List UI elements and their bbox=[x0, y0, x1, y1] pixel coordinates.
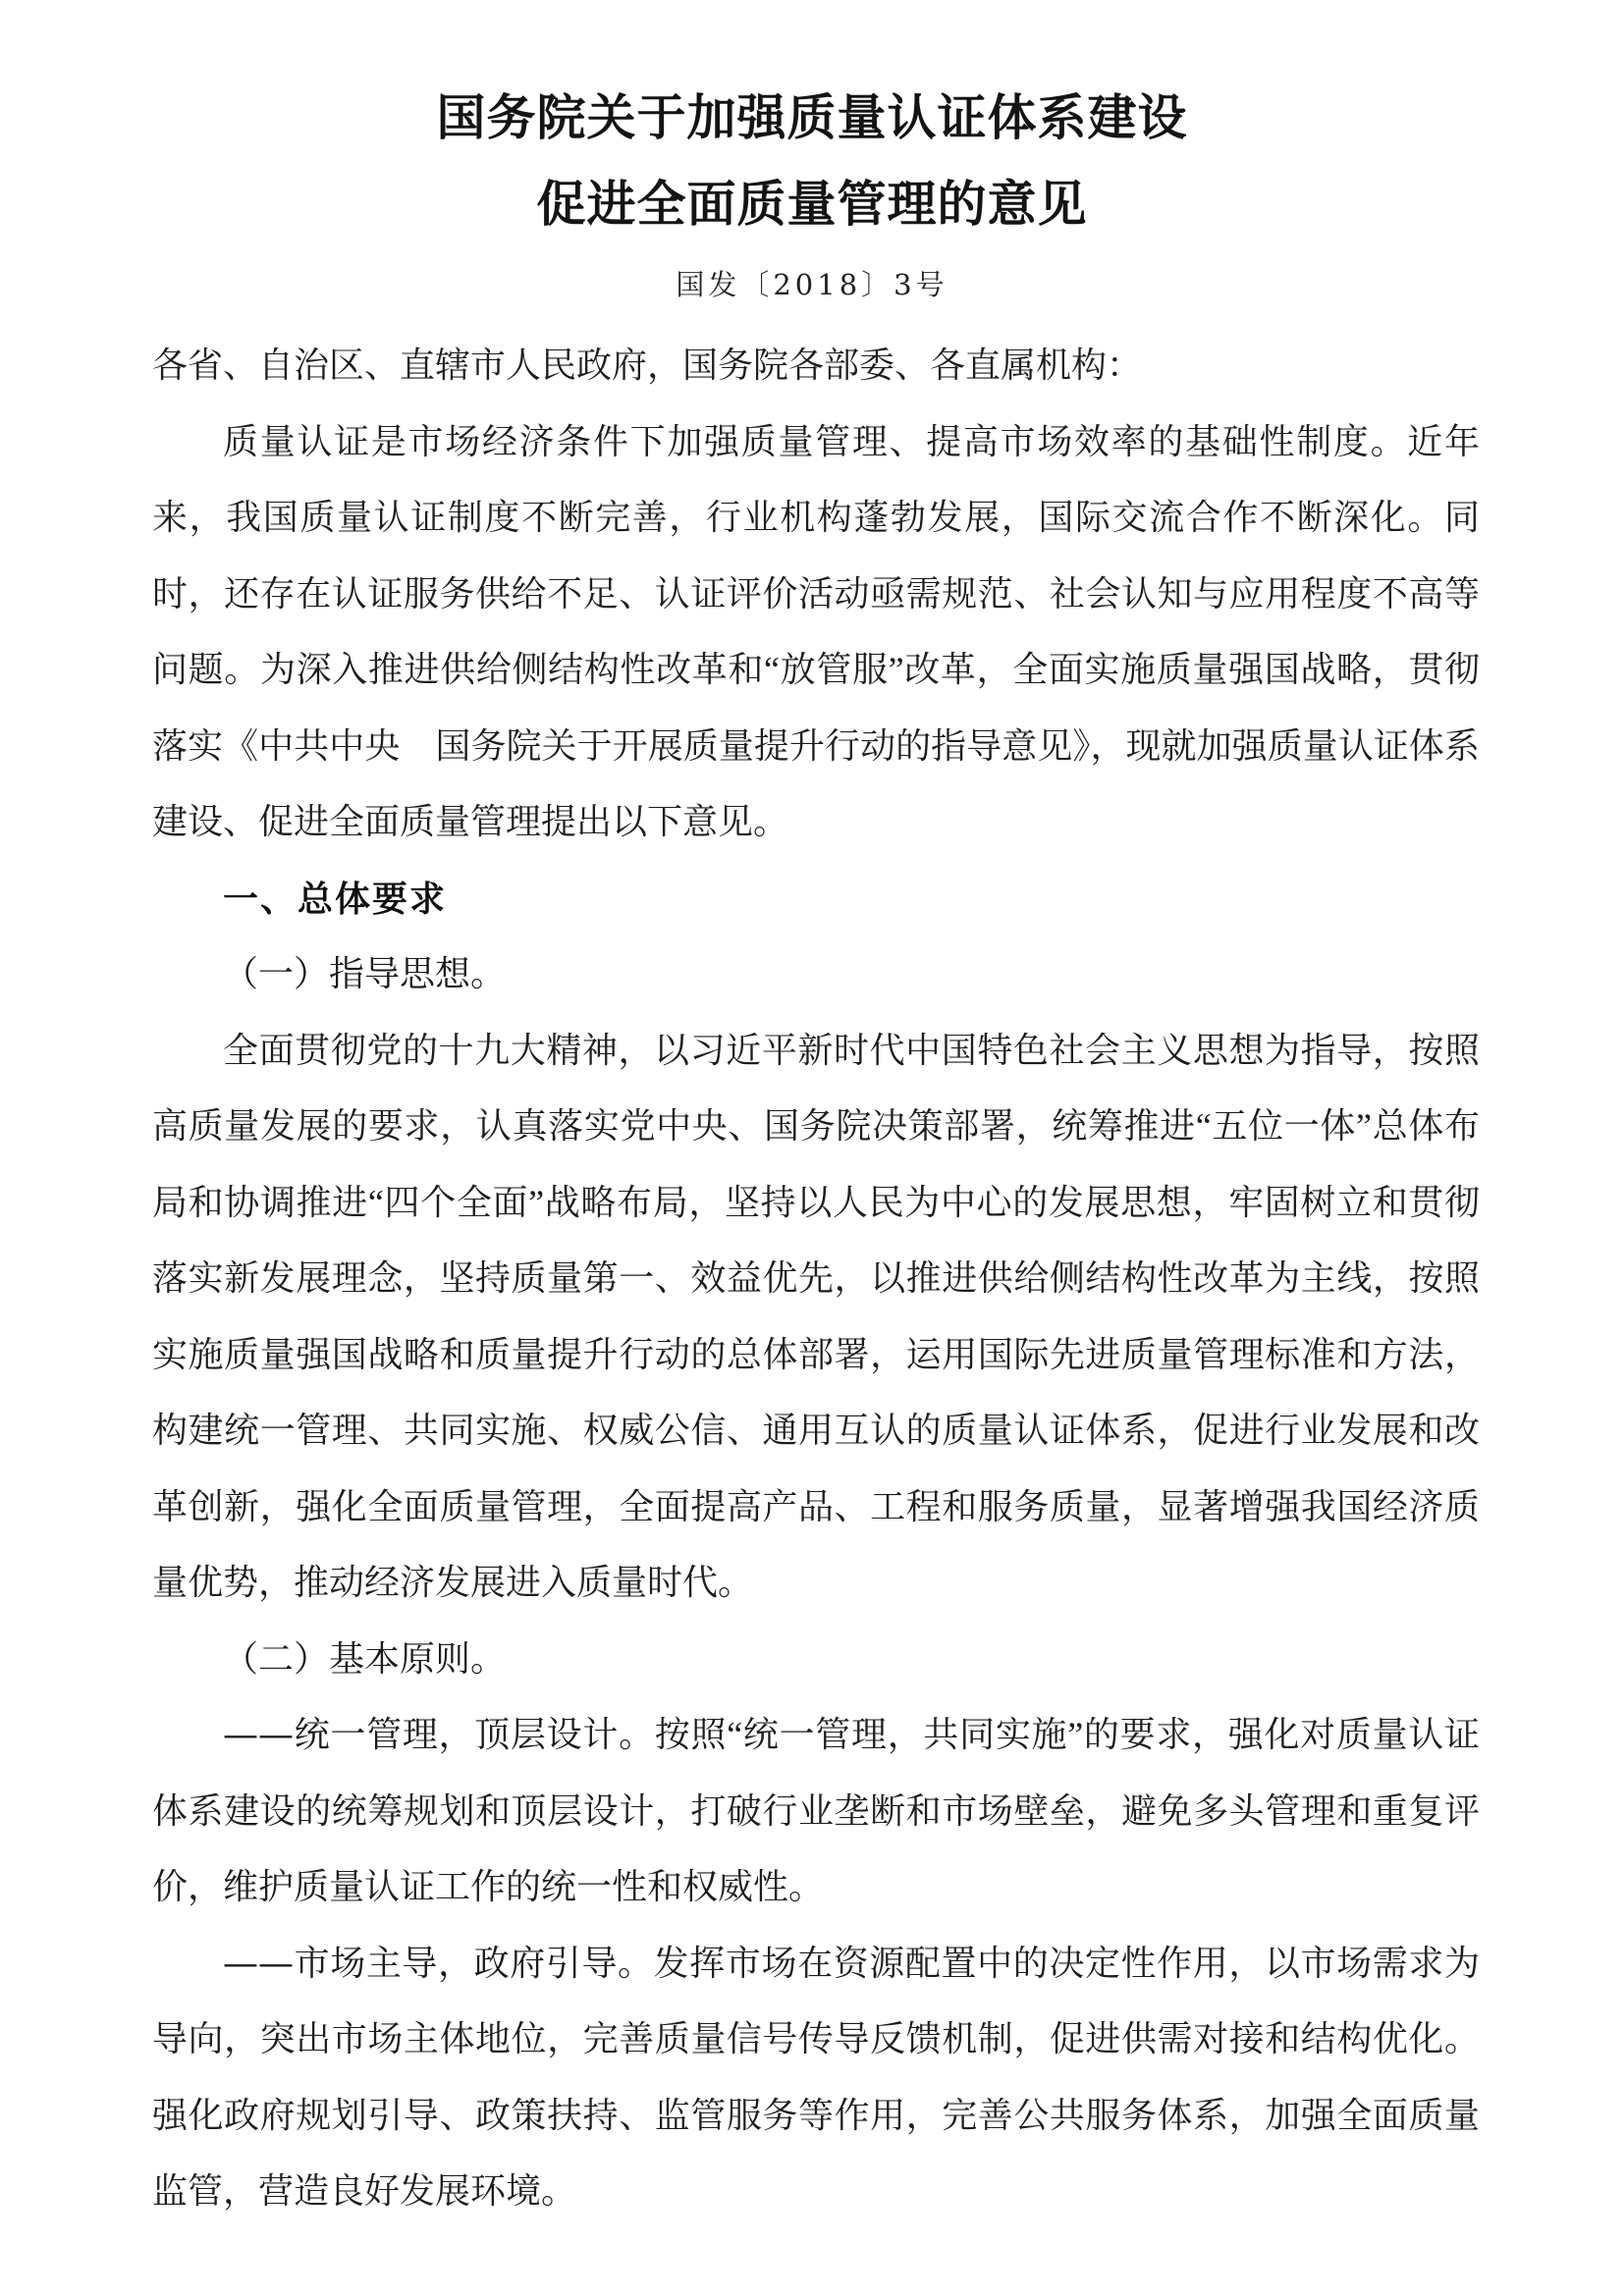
principle-lead-market-led: ——市场主导，政府引导。 bbox=[223, 1943, 654, 1984]
subsection-heading-basic-principles: （二）基本原则。 bbox=[223, 1638, 507, 1680]
document-title-line1: 国务院关于加强质量认证体系建设 bbox=[436, 90, 1188, 145]
section-heading-overall-requirements: 一、总体要求 bbox=[223, 878, 448, 919]
subsection-heading-guiding-ideology: （一）指导思想。 bbox=[223, 954, 507, 994]
document-number: 国发〔2018〕3号 bbox=[676, 268, 948, 301]
paragraph-principle-unified-management bbox=[152, 1697, 1480, 1926]
principle-text-market-led: 发挥市场在资源配置中的决定性作用，以市场需求为导向，突出市场主体地位，完善质量信号传导反馈机制，促进供需对接和结构优化。强化政府规划引导、政策扶持、监管服务等作用，完善公共服务体系，加强全面质量监管，营造良好发展环境。 bbox=[152, 1943, 1480, 2211]
principle-text-unified-management: 按照“统一管理，共同实施”的要求，强化对质量认证体系建设的统筹规划和顶层设计，打破行业垄断和市场壁垒，避免多头管理和重复评价，维护质量认证工作的统一性和权威性。 bbox=[152, 1715, 1480, 1906]
paragraph-guiding-ideology: 全面贯彻党的十九大精神，以习近平新时代中国特色社会主义思想为指导，按照高质量发展的要求，认真落实党中央、国务院决策部署，统筹推进“五位一体”总体布局和协调推进“四个全面”战略布局，坚持以人民为中心的发展思想，牢固树立和贯彻落实新发展理念，坚持质量第一、效益优先，以推进供给侧结构性改革为主线，按照实施质量强国战略和质量提升行动的总体部署，运用国际先进质量管理标准和方法，构建统一管理、共同实施、权威公信、通用互认的质量认证体系，促进行业发展和改革创新，强化全面质量管理，全面提高产品、工程和服务质量，显著增强我国经济质量优势，推动经济发展进入质量时代。 bbox=[152, 1030, 1480, 1602]
paragraph-introduction: 质量认证是市场经济条件下加强质量管理、提高市场效率的基础性制度。近年来，我国质量认证制度不断完善，行业机构蓬勃发展，国际交流合作不断深化。同时，还存在认证服务供给不足、认证评价活动亟需规范、社会认知与应用程度不高等问题。为深入推进供给侧结构性改革和“放管服”改革，全面实施质量强国战略，贯彻落实《中共中央 国务院关于开展质量提升行动的指导意见》，现就加强质量认证体系建设、促进全面质量管理提出以下意见。 bbox=[152, 421, 1480, 841]
principle-lead-unified-management: ——统一管理，顶层设计。 bbox=[223, 1715, 655, 1755]
document-body bbox=[152, 328, 1480, 2230]
document-title-line2: 促进全面质量管理的意见 bbox=[536, 177, 1088, 232]
salutation-line: 各省、自治区、直辖市人民政府，国务院各部委、各直属机构： bbox=[152, 346, 1143, 385]
paragraph-principle-market-led bbox=[152, 1926, 1480, 2230]
